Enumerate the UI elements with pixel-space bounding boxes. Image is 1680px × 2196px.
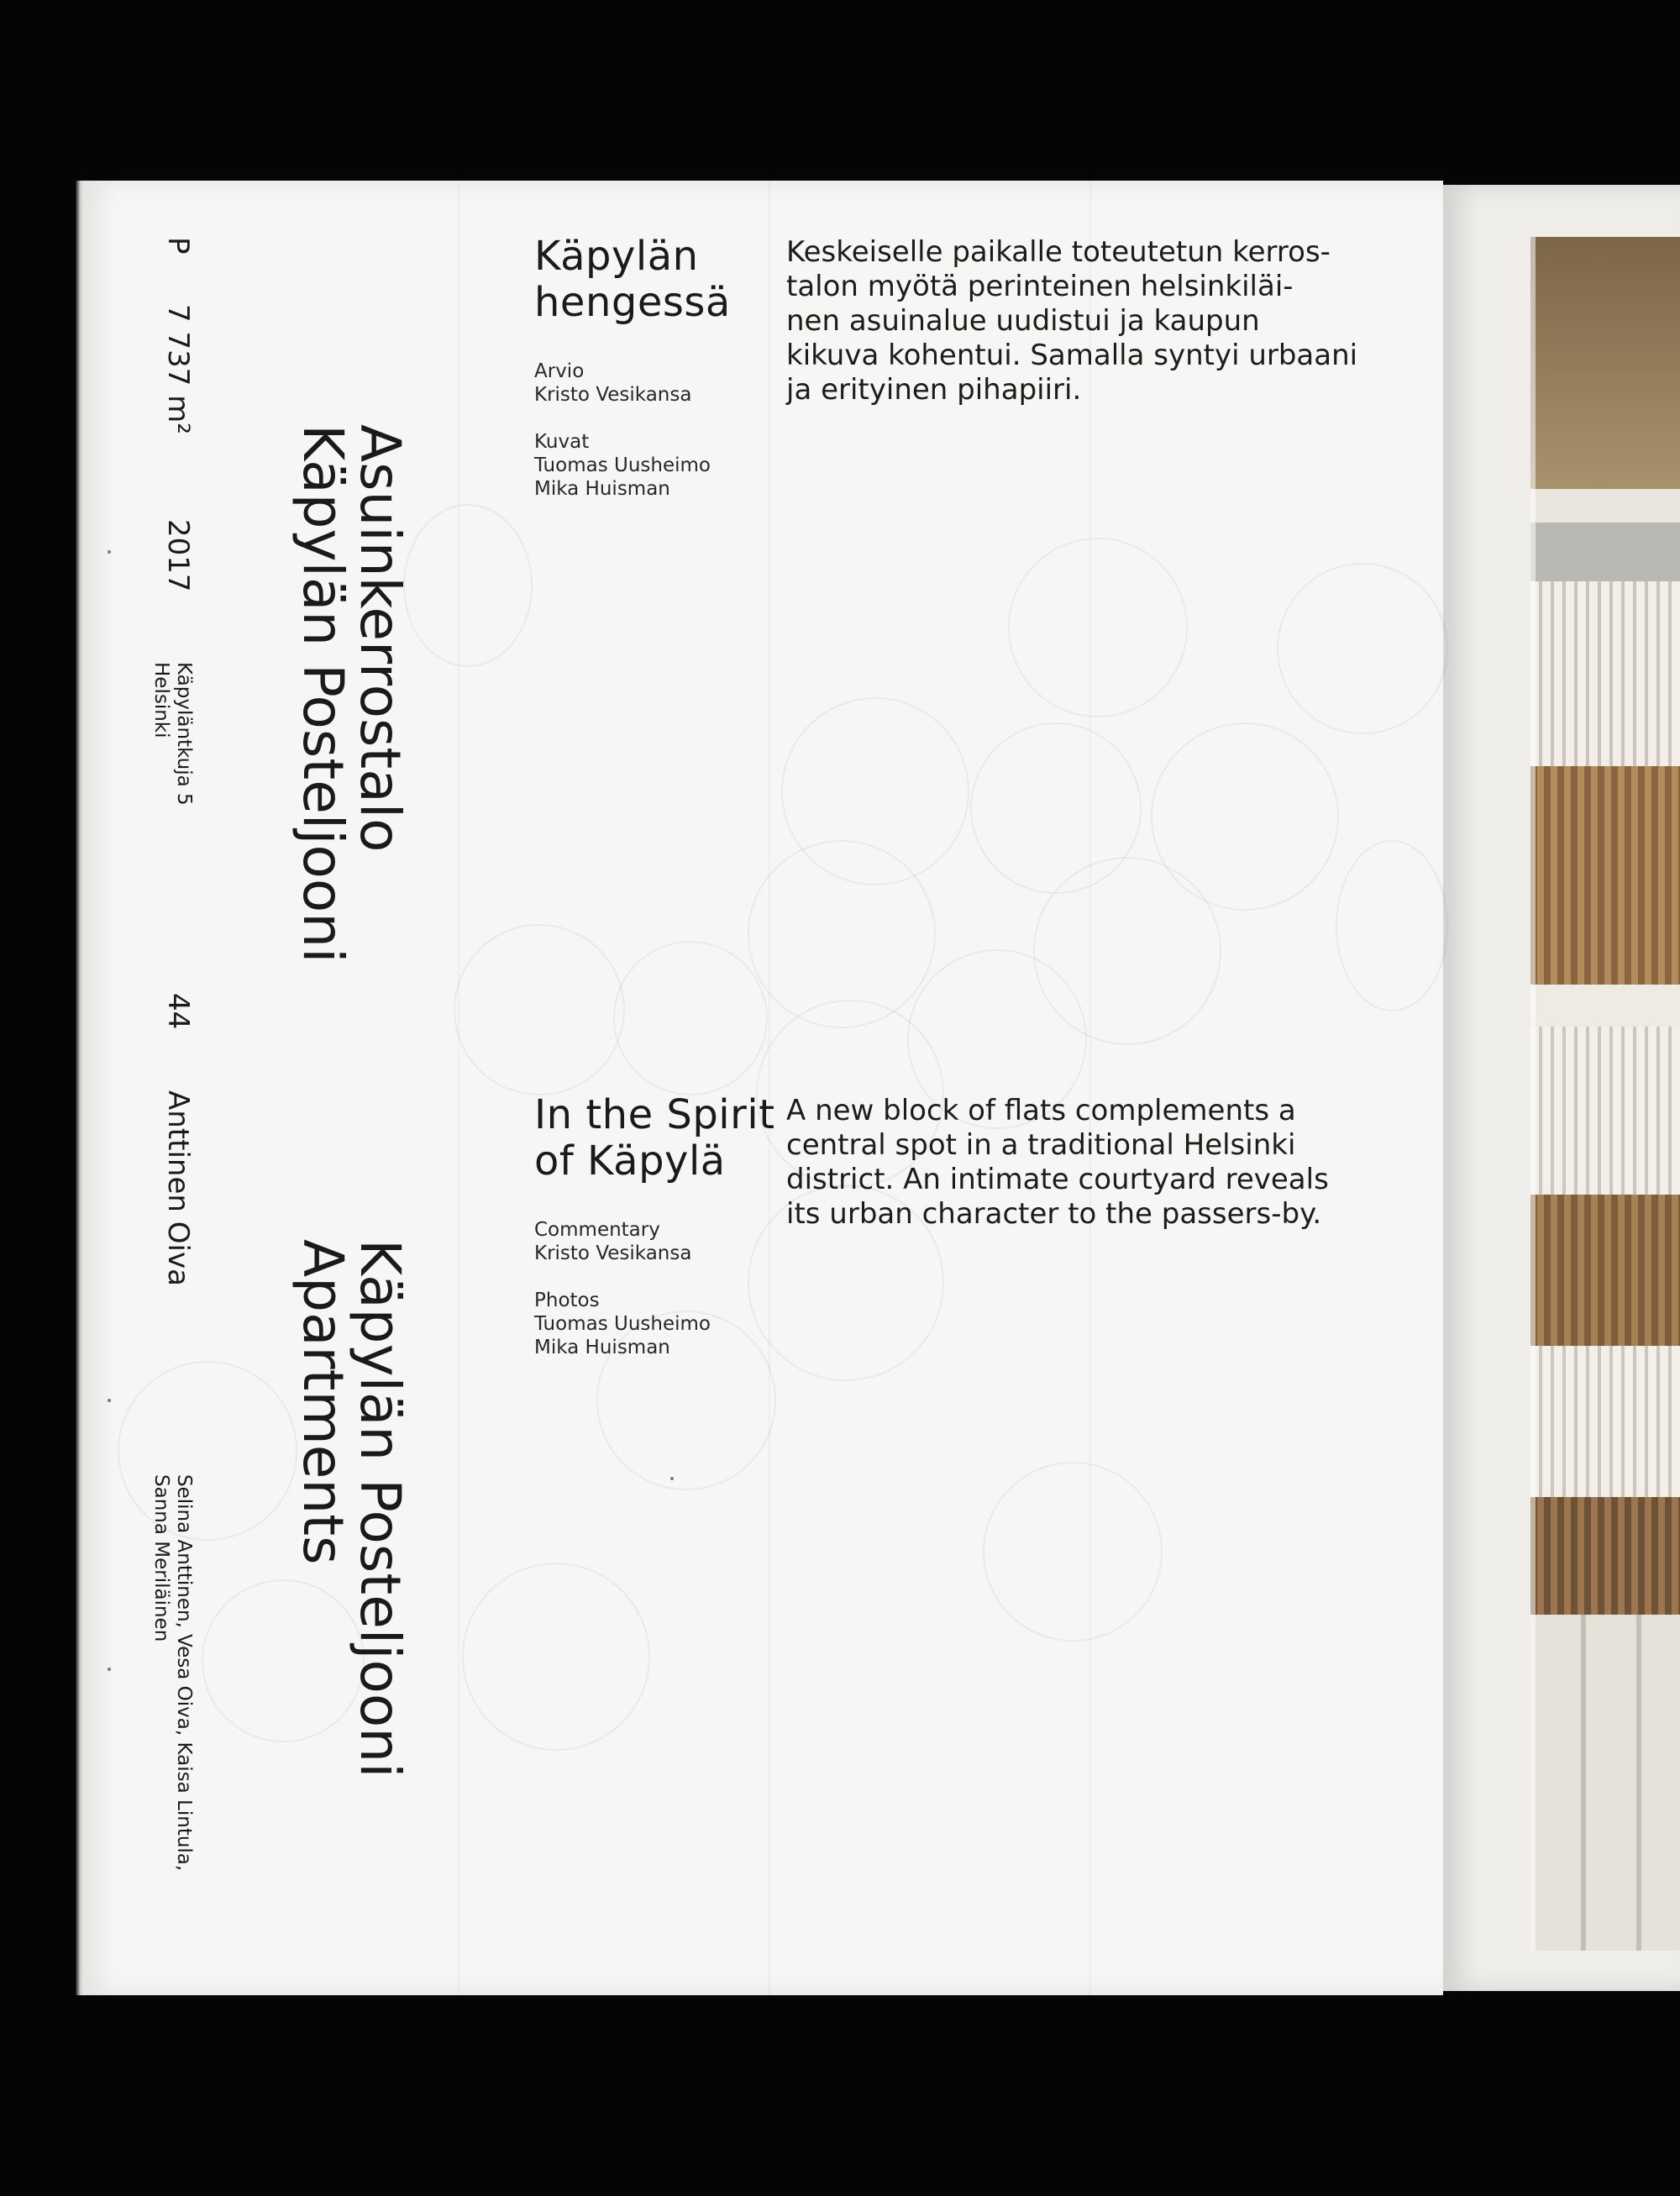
- paper-speck: [108, 1399, 111, 1402]
- section-letter: P: [161, 237, 195, 255]
- paper-speck: [108, 1668, 111, 1671]
- finnish-heading-line-1: Käpylän: [534, 233, 699, 280]
- architects-line-1: Selina Anttinen, Vesa Oiva, Kaisa Lintula,: [173, 1474, 195, 1872]
- title-english-line-2: Apartments: [291, 1239, 355, 1565]
- architects-line-2: Sanna Meriläinen: [150, 1474, 172, 1642]
- english-lead: [786, 1094, 1408, 1232]
- english-review-author: Kristo Vesikansa: [534, 1242, 692, 1264]
- english-heading-line-2: of Käpylä: [534, 1137, 726, 1185]
- title-english-line-1: Käpylän Posteljooni: [348, 1239, 412, 1778]
- english-photographer-1: Tuomas Uusheimo: [534, 1313, 711, 1335]
- finnish-photos-label: Kuvat: [534, 431, 590, 453]
- title-finnish-line-1: Asuinkerrostalo: [348, 424, 412, 853]
- english-photographer-2: Mika Huisman: [534, 1337, 670, 1358]
- architect-office: Anttinen Oiva: [161, 1090, 195, 1286]
- english-lead-line: its urban character to the passers-by.: [786, 1197, 1322, 1231]
- completion-year: 2017: [161, 519, 195, 592]
- building-photo: [1530, 237, 1680, 1951]
- address-street: Käpyläntkuja 5: [173, 662, 195, 806]
- english-photos-label: Photos: [534, 1290, 600, 1311]
- paper-speck: [670, 1477, 674, 1480]
- finnish-review-author: Kristo Vesikansa: [534, 384, 692, 406]
- finnish-lead-line: talon myötä perinteinen helsinkiläi-: [786, 270, 1294, 303]
- title-finnish: [291, 424, 412, 964]
- finnish-lead-line: nen asuinalue uudistui ja kaupun: [786, 304, 1260, 338]
- finnish-credits: [534, 234, 731, 501]
- title-english: [291, 1239, 412, 1778]
- address-city: Helsinki: [150, 662, 172, 738]
- finnish-heading-line-2: hengessä: [534, 279, 731, 326]
- english-lead-line: A new block of flats complements a: [786, 1094, 1296, 1127]
- finnish-lead: [786, 235, 1408, 407]
- english-credits: [534, 1092, 775, 1359]
- finnish-lead-line: ja erityinen pihapiiri.: [786, 373, 1082, 407]
- architects-list: [150, 1474, 195, 1871]
- floor-area: 7 737 m²: [161, 304, 195, 434]
- finnish-review-label: Arvio: [534, 360, 585, 382]
- finnish-lead-line: kikuva kohentui. Samalla syntyi urbaani: [786, 339, 1358, 372]
- english-review-label: Commentary: [534, 1219, 660, 1241]
- page-number: 44: [161, 993, 195, 1030]
- finnish-photographer-2: Mika Huisman: [534, 478, 670, 500]
- english-heading-line-1: In the Spirit: [534, 1091, 775, 1138]
- finnish-photographer-1: Tuomas Uusheimo: [534, 454, 711, 476]
- finnish-lead-line: Keskeiselle paikalle toteutetun kerros-: [786, 235, 1331, 269]
- english-lead-line: central spot in a traditional Helsinki: [786, 1128, 1296, 1162]
- english-lead-line: district. An intimate courtyard reveals: [786, 1163, 1329, 1196]
- address: [150, 662, 195, 806]
- title-finnish-line-2: Käpylän Posteljooni: [291, 424, 355, 964]
- paper-speck: [108, 550, 111, 554]
